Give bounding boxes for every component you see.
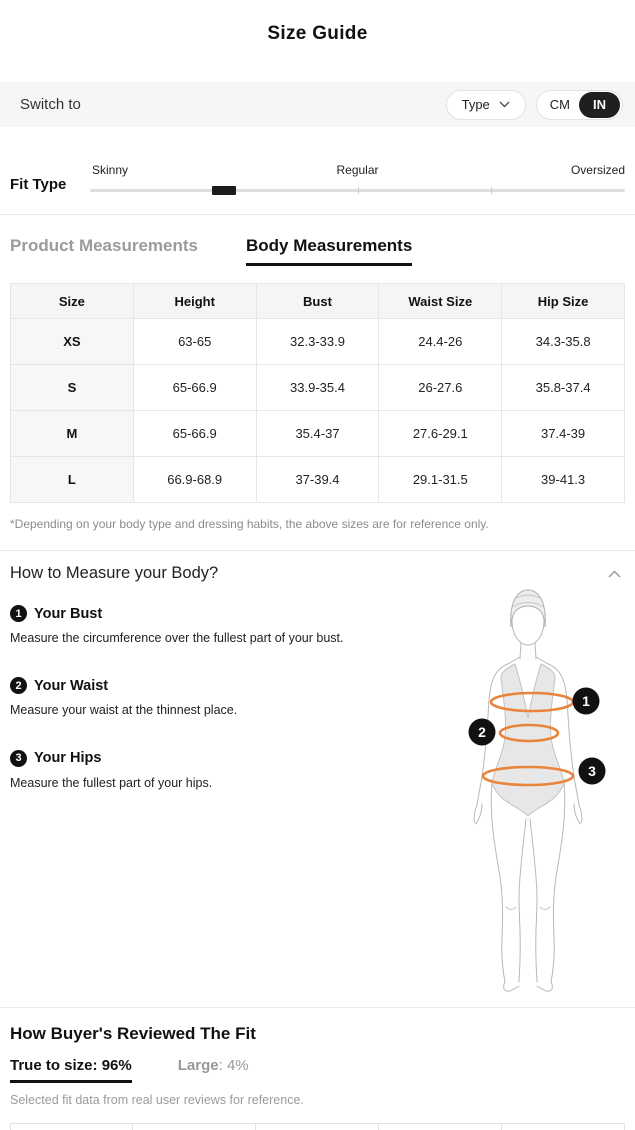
measurement-cell: 37.4-39 <box>502 411 625 457</box>
tab-body-measurements[interactable]: Body Measurements <box>246 236 412 266</box>
measurement-cell: 29.1-31.5 <box>379 457 502 503</box>
fit-type-slider[interactable] <box>90 163 625 197</box>
measurement-cell: 65-66.9 <box>133 365 256 411</box>
how-to-measure-section <box>0 564 635 1007</box>
slider-tick <box>491 187 492 194</box>
size-table-head <box>11 284 625 319</box>
how-to-measure-header[interactable] <box>10 564 625 583</box>
slider-handle[interactable] <box>212 186 236 195</box>
slider-tick <box>358 187 359 194</box>
size-cell: M <box>11 411 134 457</box>
switch-bar <box>0 82 635 127</box>
measurement-cell: 27.6-29.1 <box>379 411 502 457</box>
switch-controls <box>446 90 623 120</box>
measure-item-hips <box>10 750 440 793</box>
measurement-cell: 34.3-35.8 <box>502 319 625 365</box>
svg-text:1: 1 <box>582 693 590 709</box>
measurement-cell: 24.4-26 <box>379 319 502 365</box>
table-row <box>11 319 625 365</box>
fit-review-note: Selected fit data from real user reviews for reference. <box>10 1093 304 1107</box>
how-to-measure-body <box>10 583 625 1007</box>
measurement-cell: 39-41.3 <box>502 457 625 503</box>
measurement-cell: 37-39.4 <box>256 457 379 503</box>
how-to-measure-title: How to Measure your Body? <box>10 564 219 582</box>
table-row <box>11 365 625 411</box>
measurement-tabs <box>0 236 635 266</box>
figure-badge-3 <box>579 758 606 785</box>
size-cell: L <box>11 457 134 503</box>
size-table <box>10 283 625 503</box>
size-table-body <box>11 319 625 503</box>
measure-badge-3: 3 <box>10 750 27 767</box>
tab-product-measurements[interactable]: Product Measurements <box>10 236 198 255</box>
size-cell: S <box>11 365 134 411</box>
size-table-header-cell: Hip Size <box>502 284 625 319</box>
fit-option-skinny: Skinny <box>92 163 129 177</box>
measurement-cell: 33.9-35.4 <box>256 365 379 411</box>
size-table-header-row <box>11 284 625 319</box>
type-dropdown-button[interactable] <box>446 90 526 120</box>
measure-item-waist <box>10 677 440 720</box>
unit-option-in-selected[interactable]: IN <box>579 92 620 118</box>
measure-item-title: Your Hips <box>34 750 102 767</box>
measure-item-bust <box>10 583 440 648</box>
fit-type-section <box>0 163 635 197</box>
measurement-cell: 35.8-37.4 <box>502 365 625 411</box>
divider <box>0 1007 635 1008</box>
divider <box>0 550 635 551</box>
size-table-footnote: *Depending on your body type and dressing habits, the above sizes are for reference only. <box>10 517 489 531</box>
measurement-cell: 66.9-68.9 <box>133 457 256 503</box>
measure-badge-2: 2 <box>10 677 27 694</box>
size-table-header-cell: Bust <box>256 284 379 319</box>
unit-option-cm[interactable]: CM <box>549 97 570 112</box>
size-cell: XS <box>11 319 134 365</box>
measure-item-title: Your Waist <box>34 677 109 694</box>
svg-text:2: 2 <box>478 724 486 740</box>
fit-review-section <box>0 1024 635 1107</box>
measurement-cell: 65-66.9 <box>133 411 256 457</box>
type-dropdown-label: Type <box>461 97 490 112</box>
measure-item-description: Measure the circumference over the fullest part of your bust. <box>10 631 344 645</box>
chevron-up-icon[interactable] <box>608 570 625 578</box>
measurement-cell: 32.3-33.9 <box>256 319 379 365</box>
fit-type-label: Fit Type <box>10 176 67 193</box>
fit-option-regular: Regular <box>336 163 379 177</box>
figure-badge-2 <box>469 719 496 746</box>
divider <box>0 214 635 215</box>
stat-large: Large: 4% <box>177 1057 249 1074</box>
switch-to-label: Switch to <box>20 96 81 113</box>
stat-true-to-size: True to size: 96% <box>10 1057 132 1083</box>
size-table-header-cell: Height <box>133 284 256 319</box>
size-table-header-cell: Size <box>11 284 134 319</box>
page-title: Size Guide <box>267 23 368 44</box>
table-row <box>11 457 625 503</box>
measurement-cell: 35.4-37 <box>256 411 379 457</box>
measure-item-title: Your Bust <box>34 605 103 622</box>
size-table-header-cell: Waist Size <box>379 284 502 319</box>
measure-badge-1: 1 <box>10 605 27 622</box>
measure-item-description: Measure the fullest part of your hips. <box>10 775 213 790</box>
table-row <box>11 411 625 457</box>
measure-item-description: Measure your waist at the thinnest place. <box>10 703 238 718</box>
chevron-down-icon <box>499 101 510 108</box>
fit-option-oversized: Oversized <box>570 163 625 177</box>
svg-text:3: 3 <box>588 763 596 779</box>
body-measurement-figure <box>435 585 635 995</box>
figure-badge-1 <box>573 688 600 715</box>
unit-toggle[interactable] <box>536 90 623 120</box>
fit-review-title: How Buyer's Reviewed The Fit <box>10 1024 256 1043</box>
measurement-cell: 63-65 <box>133 319 256 365</box>
measurement-cell: 26-27.6 <box>379 365 502 411</box>
fit-review-stats <box>10 1057 625 1083</box>
slider-track[interactable] <box>90 186 625 195</box>
